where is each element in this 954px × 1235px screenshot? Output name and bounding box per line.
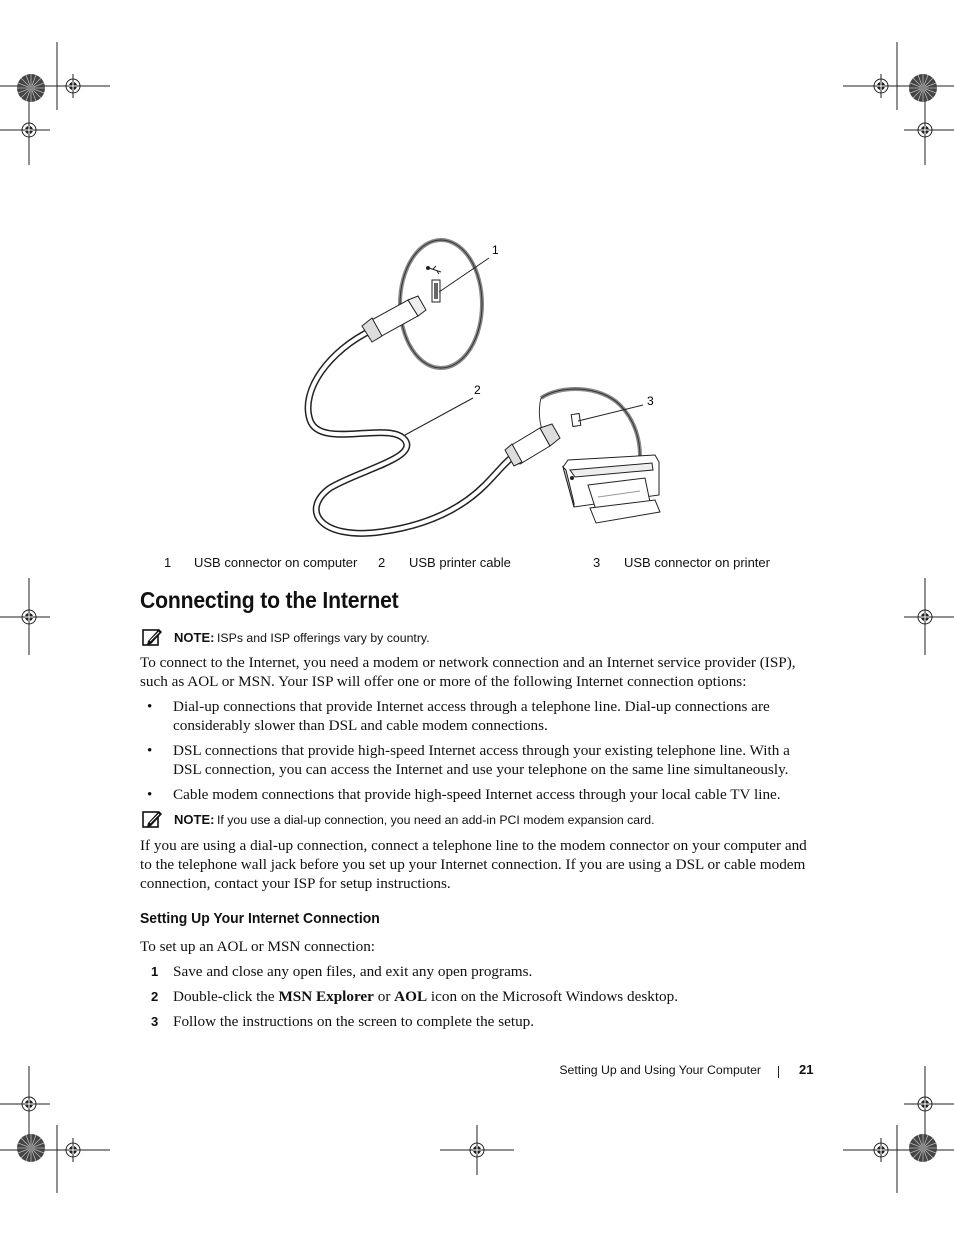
setup-paragraph: If you are using a dial-up connection, connect a telephone line to the modem connector on your computer and to the telephone wall jack before you set up your Internet connection. If you are using a DSL or cable modem connection, contact your ISP for setup instructions. bbox=[140, 837, 807, 892]
legend-label-3: USB connector on printer bbox=[624, 555, 770, 570]
note-modem bbox=[140, 812, 820, 834]
callout-3: 3 bbox=[647, 394, 654, 408]
usb-printer-illustration bbox=[0, 0, 954, 560]
list-item: • Dial-up connections that provide Internet access through a telephone line. Dial-up connections are considerably slower than DSL and cable modem connections. bbox=[147, 698, 770, 734]
list-item: • Cable modem connections that provide high-speed Internet access through your local cable TV line. bbox=[147, 786, 781, 803]
callout-2: 2 bbox=[474, 383, 481, 397]
note-pencil-icon bbox=[142, 809, 164, 829]
printer-usb-port bbox=[571, 414, 581, 427]
note-pencil-icon bbox=[142, 627, 164, 647]
legend-label-1: USB connector on computer bbox=[194, 555, 358, 570]
printer-icon bbox=[563, 455, 660, 523]
legend-num-1: 1 bbox=[164, 555, 172, 570]
note-text: ISPs and ISP offerings vary by country. bbox=[217, 631, 430, 645]
aol-label: AOL bbox=[394, 988, 428, 1005]
page-number: 21 bbox=[799, 1062, 814, 1077]
note-isp bbox=[140, 630, 820, 652]
usb-b-plug bbox=[505, 424, 560, 466]
section-title: Connecting to the Internet bbox=[140, 587, 399, 613]
subsection-title: Setting Up Your Internet Connection bbox=[140, 910, 380, 927]
page-footer bbox=[0, 1061, 954, 1081]
list-item: • DSL connections that provide high-speed Internet access through your existing telephone line. With a DSL connection, you can access the Internet and use your telephone on the same line simultaneously. bbox=[147, 742, 790, 778]
note-label: NOTE: bbox=[174, 630, 215, 645]
legend-num-3: 3 bbox=[593, 555, 601, 570]
chapter-title: Setting Up and Using Your Computer bbox=[559, 1063, 761, 1077]
note-label: NOTE: bbox=[174, 812, 215, 827]
connection-options-list bbox=[140, 697, 820, 804]
subsection-lead: To set up an AOL or MSN connection: bbox=[140, 938, 376, 955]
legend-num-2: 2 bbox=[378, 555, 386, 570]
printer-port-callout-arc bbox=[541, 389, 640, 456]
callout-1: 1 bbox=[492, 243, 499, 257]
footer-divider bbox=[778, 1066, 779, 1078]
msn-explorer-label: MSN Explorer bbox=[278, 988, 374, 1005]
intro-paragraph: To connect to the Internet, you need a modem or network connection and an Internet service provider (ISP), such as AOL or MSN. Your ISP will offer one or more of the following Internet connection options: bbox=[140, 654, 796, 690]
note-text: If you use a dial-up connection, you need an add-in PCI modem expansion card. bbox=[217, 813, 655, 827]
legend-label-2: USB printer cable bbox=[409, 555, 511, 570]
figure-legend bbox=[0, 553, 954, 573]
